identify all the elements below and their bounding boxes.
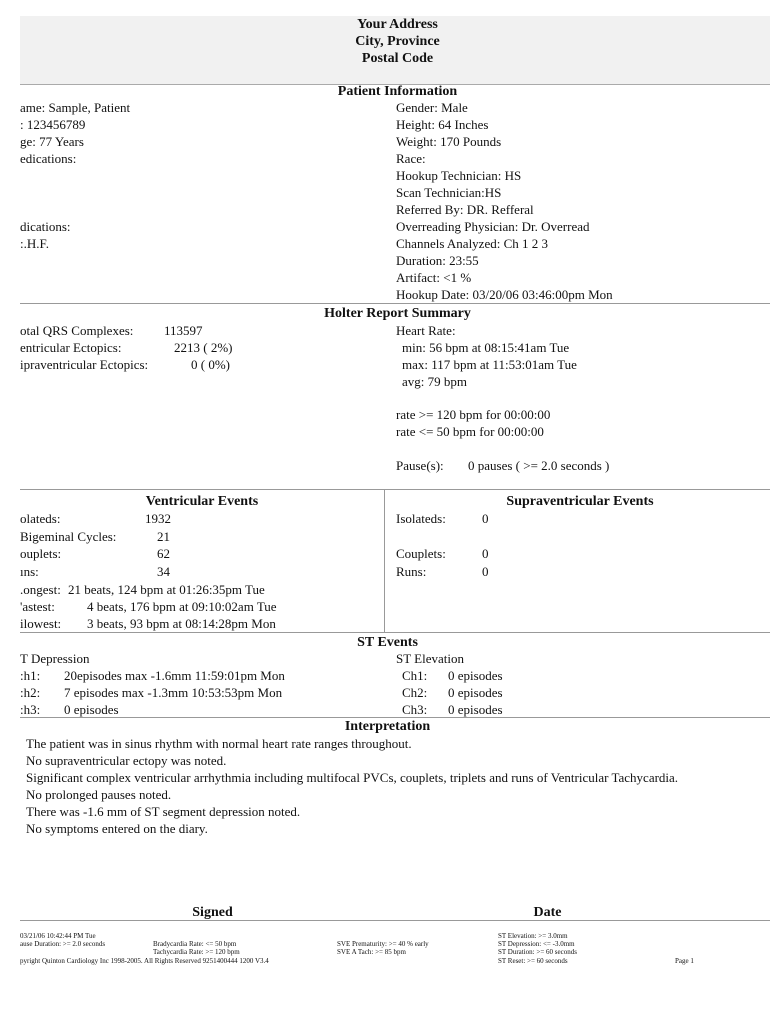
footer-tachy-rate: Tachycardia Rate: >= 120 bpm — [153, 948, 240, 956]
patient-right-line: Referred By: DR. Refferal — [396, 202, 534, 217]
ventricular-row-value: 1932 — [145, 511, 171, 526]
patient-left-line: : 123456789 — [20, 117, 86, 132]
patient-right-line: Artifact: <1 % — [396, 270, 472, 285]
footer-print-date: 03/21/06 10:42:44 PM Tue — [20, 932, 96, 940]
divider — [20, 489, 770, 490]
interpretation-line: Significant complex ventricular arrhythmia including multifocal PVCs, couplets, triplets and runs of Ventricular Tachycardia. — [26, 770, 679, 785]
footer-st-duration: ST Duration: >= 60 seconds — [498, 948, 577, 956]
footer-copyright: pyright Quinton Cardiology Inc 1998-2005. All Rights Reserved 9251400444 1200 V3.4 — [20, 957, 269, 965]
longest-value: 21 beats, 124 bpm at 01:26:35pm Tue — [68, 582, 265, 597]
hr-avg: avg: 79 bpm — [402, 374, 467, 389]
footer-st-reset: ST Reset: >= 60 seconds — [498, 957, 568, 965]
report-header — [20, 16, 770, 85]
supra-ectopics-label: ipraventricular Ectopics: — [20, 357, 149, 372]
sv-isolated-label: Isolateds: — [396, 511, 446, 526]
signature-line — [20, 920, 770, 921]
patient-right-line: Hookup Technician: HS — [396, 168, 522, 183]
heart-rate-label: Heart Rate: — [396, 323, 456, 338]
patient-right-line: Height: 64 Inches — [396, 117, 489, 132]
patient-info-title: Patient Information — [337, 84, 458, 99]
ventricular-row-value: 62 — [157, 546, 170, 561]
footer-sve-prematurity: SVE Prematurity: >= 40 % early — [337, 940, 429, 948]
ventricular-row-label: Bigeminal Cycles: — [20, 528, 117, 544]
st-elevation-label: ST Elevation — [396, 651, 465, 666]
patient-right-line: Weight: 170 Pounds — [396, 134, 502, 149]
divider — [20, 303, 770, 304]
patient-right-line: Gender: Male — [396, 100, 468, 115]
supraventricular-title: Supraventricular Events — [506, 494, 654, 509]
interpretation-line: No supraventricular ectopy was noted. — [26, 753, 227, 768]
patient-right-line: Race: — [396, 151, 426, 166]
address-line: Your Address — [357, 17, 438, 32]
fastest-label: 'astest: — [20, 599, 55, 614]
postal-line: Postal Code — [361, 51, 434, 66]
column-divider — [384, 489, 385, 632]
hr-min: min: 56 bpm at 08:15:41am Tue — [402, 340, 570, 355]
st-elevation-channel: Ch3: — [402, 702, 428, 717]
sv-isolated-value: 0 — [482, 511, 489, 526]
interpretation-line: The patient was in sinus rhythm with normal heart rate ranges throughout. — [26, 736, 412, 751]
sv-runs-value: 0 — [482, 564, 489, 579]
divider — [20, 717, 770, 718]
vent-ectopics-value: 2213 ( 2%) — [174, 340, 233, 355]
st-depression-value: 7 episodes max -1.3mm 10:53:53pm Mon — [64, 685, 283, 700]
patient-right-line: Scan Technician:HS — [396, 185, 502, 200]
st-events-title: ST Events — [357, 635, 418, 650]
slowest-value: 3 beats, 93 bpm at 08:14:28pm Mon — [87, 616, 276, 631]
st-depression-channel: :h2: — [20, 685, 41, 700]
fastest-value: 4 beats, 176 bpm at 09:10:02am Tue — [87, 599, 277, 614]
interpretation-line: No prolonged pauses noted. — [26, 787, 172, 802]
footer-pause-duration: ause Duration: >= 2.0 seconds — [20, 940, 106, 948]
st-depression-value: 0 episodes — [64, 702, 119, 717]
st-elevation-channel: Ch2: — [402, 685, 428, 700]
patient-left-line: :.H.F. — [20, 236, 49, 251]
interpretation-line: No symptoms entered on the diary. — [26, 821, 208, 836]
patient-left-line: ge: 77 Years — [20, 134, 84, 149]
sv-couplets-value: 0 — [482, 546, 489, 561]
patient-right-line: Duration: 23:55 — [396, 253, 479, 268]
vent-ectopics-label: entricular Ectopics: — [20, 340, 122, 355]
city-line: City, Province — [355, 34, 440, 49]
qrs-value: 113597 — [164, 323, 203, 338]
st-depression-value: 20episodes max -1.6mm 11:59:01pm Mon — [64, 668, 285, 683]
longest-label: .ongest: — [20, 582, 61, 597]
sv-runs-label: Runs: — [396, 564, 427, 579]
footer-brady-rate: Bradycardia Rate: <= 50 bpm — [153, 940, 237, 948]
rate-high: rate >= 120 bpm for 00:00:00 — [396, 407, 551, 422]
hr-max: max: 117 bpm at 11:53:01am Tue — [402, 357, 577, 372]
supra-ectopics-value: 0 ( 0%) — [191, 357, 230, 372]
pause-value: 0 pauses ( >= 2.0 seconds ) — [468, 458, 610, 473]
ventricular-row-label: olateds: — [20, 511, 61, 526]
patient-right-line: Hookup Date: 03/20/06 03:46:00pm Mon — [396, 287, 613, 302]
ventricular-row-label: ıns: — [20, 563, 39, 579]
st-depression-label: T Depression — [20, 651, 90, 666]
footer-st-depression: ST Depression: <= -3.0mm — [498, 940, 575, 948]
patient-left-line: edications: — [20, 151, 77, 166]
st-depression-channel: :h1: — [20, 668, 41, 683]
slowest-label: ilowest: — [20, 616, 62, 631]
patient-right-line: Channels Analyzed: Ch 1 2 3 — [396, 236, 549, 251]
ventricular-title: Ventricular Events — [145, 494, 259, 509]
st-depression-channel: :h3: — [20, 702, 41, 717]
footer-sve-atach: SVE A Tach: >= 85 bpm — [337, 948, 406, 956]
patient-left-line: dications: — [20, 219, 71, 234]
rate-low: rate <= 50 bpm for 00:00:00 — [396, 424, 544, 439]
patient-right-line: Overreading Physician: Dr. Overread — [396, 219, 590, 234]
pause-label: Pause(s): — [396, 458, 444, 473]
footer-page-number: Page 1 — [675, 957, 694, 965]
footer-st-elevation: ST Elevation: >= 3.0mm — [498, 932, 568, 940]
interpretation-title: Interpretation — [344, 719, 431, 734]
qrs-label: otal QRS Complexes: — [20, 323, 134, 338]
summary-title: Holter Report Summary — [324, 306, 471, 321]
signed-label: Signed — [192, 905, 233, 920]
ventricular-row-label: ouplets: — [20, 546, 62, 561]
patient-left-line: ame: Sample, Patient — [20, 100, 131, 115]
date-label: Date — [533, 905, 562, 920]
divider — [20, 632, 770, 633]
ventricular-row-value: 34 — [157, 563, 170, 579]
st-elevation-channel: Ch1: — [402, 668, 428, 683]
ventricular-row-value: 21 — [157, 528, 170, 544]
st-elevation-value: 0 episodes — [448, 685, 503, 700]
sv-couplets-label: Couplets: — [396, 546, 446, 561]
st-elevation-value: 0 episodes — [448, 702, 503, 717]
interpretation-line: There was -1.6 mm of ST segment depression noted. — [26, 804, 301, 819]
st-elevation-value: 0 episodes — [448, 668, 503, 683]
